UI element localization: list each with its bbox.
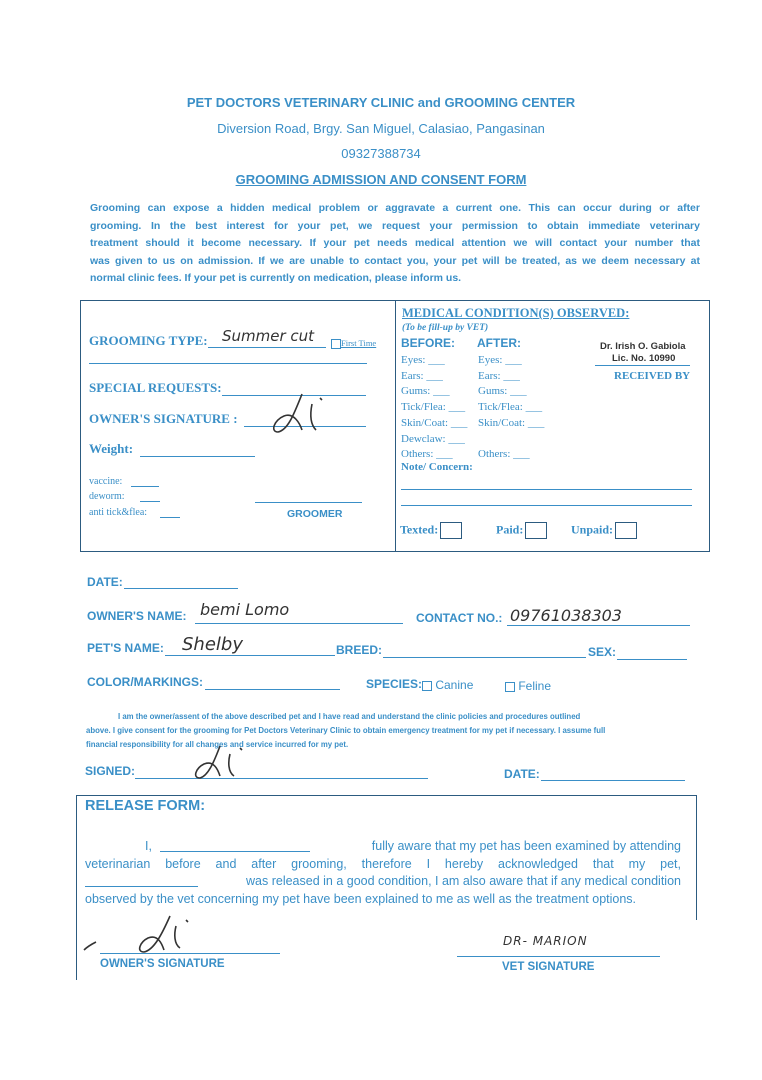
unpaid-checkbox[interactable] (615, 522, 637, 539)
contact-line[interactable] (507, 625, 690, 626)
note-line-2[interactable] (401, 505, 692, 506)
note-line-1[interactable] (401, 489, 692, 490)
texted-field[interactable] (400, 522, 462, 539)
before-item: Skin/Coat: ___ (401, 416, 468, 429)
breed-line[interactable] (383, 657, 586, 658)
grooming-type-label: GROOMING TYPE: (89, 333, 208, 348)
grooming-type-line-2 (89, 363, 367, 364)
anti-tick-line[interactable] (160, 517, 180, 518)
clinic-name: PET DOCTORS VETERINARY CLINIC and GROOMING CENTER (186, 95, 576, 110)
release-owner-signature-scribble (80, 912, 210, 962)
groomer-label: GROOMER (287, 508, 343, 520)
owner-name-line[interactable] (195, 623, 403, 624)
signed-line[interactable] (135, 778, 428, 779)
color-line[interactable] (205, 689, 340, 690)
form-title: GROOMING ADMISSION AND CONSENT FORM (235, 172, 527, 187)
deworm-line[interactable] (140, 501, 160, 502)
paid-field[interactable] (496, 522, 547, 539)
after-item: Others: ___ (478, 448, 530, 461)
before-item: Gums: ___ (401, 385, 450, 398)
intro-line: was given to us on admission. If we are unable to contact you, your pet will be treated, as we deem necessary at (90, 254, 700, 267)
consent-line: above. I give consent for the grooming for Pet Doctors Veterinary Clinic to obtain emergency treatment for my pet if necessary. I assume full (86, 726, 606, 735)
first-time-option[interactable] (331, 338, 376, 349)
canine-label: Canine (435, 678, 474, 692)
after-item: Eyes: ___ (478, 354, 522, 366)
vet-signature-value: DR- MARION (503, 934, 588, 948)
intro-line: treatment should it become necessary. If your pet needs medical attention we will contact your number that (90, 237, 700, 249)
owner-name-value[interactable]: bemi Lomo (200, 600, 290, 619)
release-line-3: was released in a good condition, I am also aware that if any medical condition (85, 873, 681, 891)
intro-paragraph (90, 200, 700, 288)
release-right-border (696, 795, 697, 920)
clinic-phone: 09327388734 (341, 146, 421, 161)
box-divider (395, 300, 396, 551)
consent-signature-scribble (190, 742, 260, 784)
release-line-2: veterinarian before and after grooming, therefore I hereby acknowledged that my pet, (85, 856, 681, 871)
texted-checkbox[interactable] (440, 522, 462, 539)
vaccine-line[interactable] (131, 486, 159, 487)
before-label: BEFORE: (401, 336, 455, 350)
after-item: Ears: ___ (478, 369, 520, 382)
feline-option[interactable] (505, 679, 551, 693)
weight-label: Weight: (89, 441, 134, 456)
color-label: COLOR/MARKINGS: (87, 675, 203, 689)
release-title: RELEASE FORM: (85, 798, 206, 814)
first-time-checkbox[interactable] (331, 339, 341, 349)
owner-signature-scribble (268, 390, 338, 438)
before-item: Tick/Flea: ___ (401, 401, 466, 414)
before-item: Others: ___ (401, 448, 453, 461)
after-label: AFTER: (477, 336, 521, 350)
release-line-1: I, fully aware that my pet has been examined by attending (145, 839, 681, 853)
release-owner-sig-label: OWNER'S SIGNATURE (100, 958, 225, 970)
consent-line: I am the owner/assent of the above described pet and I have read and understand the clinic policies and procedures outlined (118, 712, 581, 721)
intro-line: normal clinic fees. If your pet is currently on medication, please inform us. (90, 272, 462, 284)
species-label: SPECIES: (366, 677, 423, 691)
sex-line[interactable] (617, 659, 687, 660)
after-item (478, 432, 544, 448)
after-list (478, 353, 544, 463)
before-item: Dewclaw: ___ (401, 432, 465, 445)
anti-tick-label: anti tick&flea: (89, 507, 148, 518)
grooming-type-value[interactable]: Summer cut (222, 327, 315, 345)
clinic-address: Diversion Road, Brgy. San Miguel, Calasiao, Pangasinan (217, 121, 545, 136)
received-by-label: RECEIVED BY (614, 370, 691, 382)
intro-line: Grooming can expose a hidden medical problem or aggravate a current one. This can occur during or after (90, 202, 700, 214)
pet-name-line[interactable] (165, 655, 335, 656)
release-paragraph (85, 838, 681, 908)
vaccine-label: vaccine: (89, 476, 123, 487)
consent-line: financial responsibility for all changes and service incurred for my pet. (86, 740, 349, 749)
after-item: Skin/Coat: ___ (478, 416, 545, 429)
breed-label: BREED: (336, 643, 383, 657)
note-label: Note/ Concern: (401, 461, 473, 473)
release-line-4: observed by the vet concerning my pet have been explained to me as well as the treatment options. (85, 891, 637, 906)
sex-label: SEX: (588, 645, 617, 659)
medical-subtitle: (To be fill-up by VET) (402, 323, 489, 333)
after-item: Gums: ___ (478, 385, 527, 398)
vet-signature-line[interactable] (457, 956, 660, 957)
paid-checkbox[interactable] (525, 522, 547, 539)
deworm-label: deworm: (89, 491, 125, 502)
owner-name-label: OWNER'S NAME: (87, 609, 187, 623)
owner-signature-label: OWNER'S SIGNATURE : (89, 411, 238, 426)
release-top-border (76, 795, 697, 796)
groomer-line[interactable] (255, 502, 362, 503)
before-item: Ears: ___ (401, 369, 443, 382)
vet-stamp-lic: Lic. No. 10990 (612, 353, 676, 364)
before-list (401, 353, 467, 463)
signed-label: SIGNED: (85, 764, 136, 778)
intro-line: grooming. In the best interest for your pet, we request your permission to obtain immediate veterinary (90, 219, 700, 232)
consent-date-label: DATE: (504, 767, 540, 781)
owner-signature-release-line[interactable] (100, 953, 280, 954)
contact-value[interactable]: 09761038303 (510, 606, 622, 625)
grooming-type-line (208, 347, 326, 348)
vet-stamp-name: Dr. Irish O. Gabiola (600, 341, 686, 352)
release-left-border (76, 795, 77, 980)
texted-label: Texted: (400, 522, 439, 537)
contact-label: CONTACT NO.: (416, 611, 503, 625)
release-name-line[interactable] (160, 851, 310, 852)
release-vet-sig-label: VET SIGNATURE (502, 961, 595, 973)
date-line[interactable] (124, 588, 238, 589)
release-pet-line[interactable] (85, 886, 198, 887)
special-requests-label: SPECIAL REQUESTS: (89, 380, 222, 395)
received-by-line[interactable] (595, 365, 690, 366)
pet-name-label: PET'S NAME: (87, 641, 164, 655)
consent-paragraph (86, 710, 694, 752)
after-item: Tick/Flea: ___ (478, 401, 543, 414)
consent-date-line[interactable] (541, 780, 685, 781)
pet-name-value[interactable]: Shelby (182, 634, 243, 655)
unpaid-label: Unpaid: (571, 522, 614, 537)
unpaid-field[interactable] (571, 522, 637, 539)
first-time-label: First Time (341, 338, 377, 348)
feline-checkbox[interactable] (505, 682, 515, 692)
weight-line[interactable] (140, 456, 255, 457)
paid-label: Paid: (496, 522, 524, 537)
feline-label: Feline (518, 679, 552, 693)
before-item: Eyes: ___ (401, 354, 445, 366)
date-label: DATE: (87, 575, 123, 589)
canine-option[interactable] (422, 678, 473, 692)
medical-title: MEDICAL CONDITION(S) OBSERVED: (402, 306, 630, 320)
canine-checkbox[interactable] (422, 681, 432, 691)
